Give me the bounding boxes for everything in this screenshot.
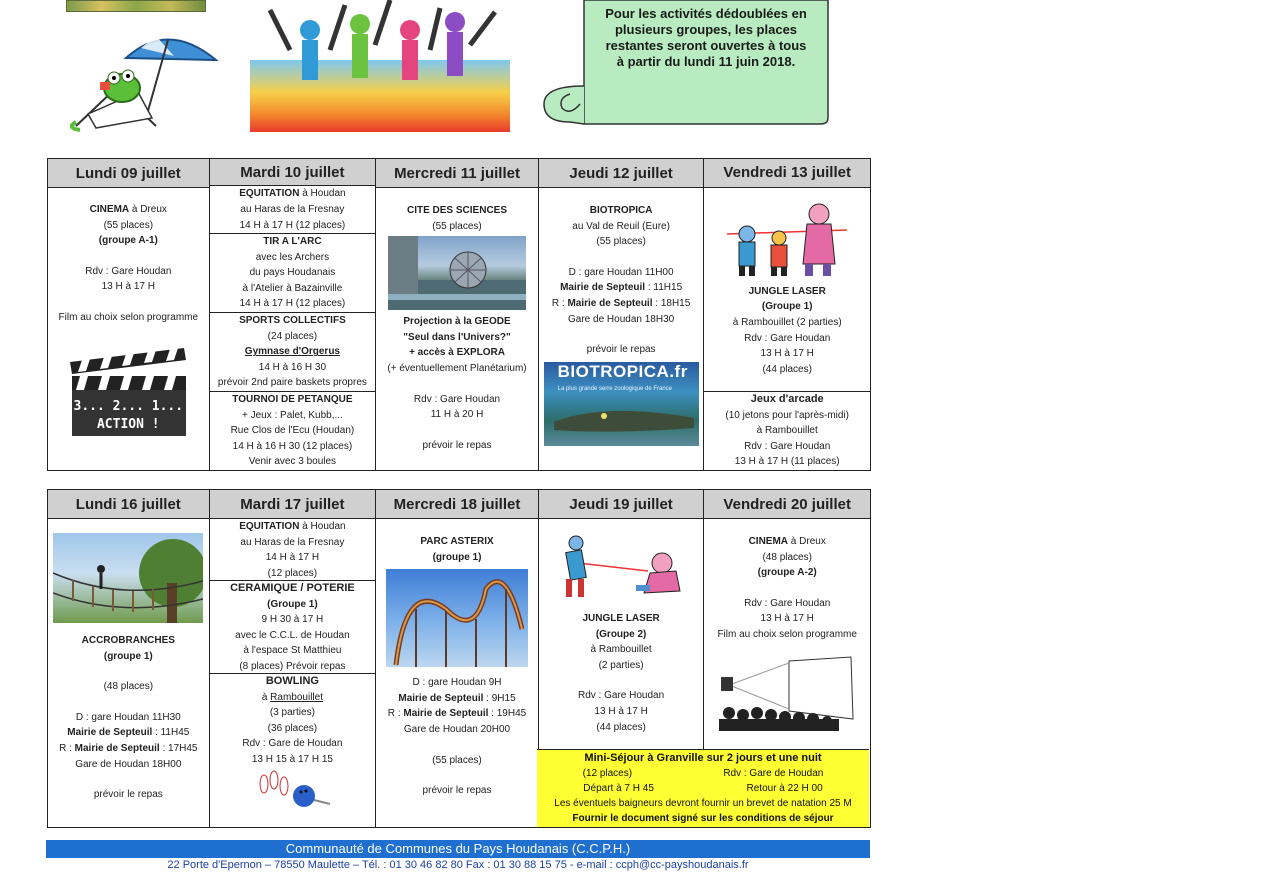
activity-archery (210, 233, 376, 312)
day-header: Vendredi 20 juillet (704, 490, 870, 519)
arrival: Gare de Houdan 18H30 (568, 313, 675, 325)
rollercoaster-photo (386, 569, 528, 667)
note-line: restantes seront ouvertes à tous (605, 38, 807, 53)
laser-duel-illustration (558, 527, 684, 607)
activity-jungle-laser (704, 188, 870, 391)
activity-detail: à l'Atelier à Bazainville (242, 282, 343, 294)
film-note: Film au choix selon programme (717, 628, 857, 640)
day-column-friday (703, 159, 870, 470)
group: (groupe A-1) (98, 235, 158, 247)
day-header: Mercredi 18 juillet (376, 490, 538, 519)
time-range: 11 H à 20 H (430, 409, 484, 421)
activity-detail: "Seul dans l'Univers?" (403, 331, 511, 343)
activity-detail: 14 H à 17 H (12 places) (239, 219, 346, 231)
activity-detail: 9 H 30 à 17 H (261, 614, 324, 626)
group: (groupe 1) (103, 650, 153, 662)
activity-location: à Dreux (129, 204, 167, 215)
activity-title: CINEMA (89, 204, 130, 215)
places: (55 places) (432, 220, 482, 232)
activity-detail: à Rambouillet (756, 425, 818, 437)
activity-cinema (704, 519, 870, 731)
activity-detail: à l'espace St Matthieu (243, 645, 342, 657)
activity-detail: Venir avec 3 boules (248, 456, 337, 468)
day-header: Lundi 09 juillet (48, 159, 209, 188)
day-column-wednesday (375, 490, 538, 827)
time-range: 13 H à 17 H (760, 348, 814, 360)
meal-note: prévoir le repas (586, 344, 656, 356)
activity-title: EQUITATION (239, 521, 300, 532)
footer-address: 22 Porte d'Epernon – 78550 Maulette – Tél. : 01 30 46 82 80 Fax : 01 30 88 15 75 - e-mail : ccph@cc-payshoudanais.fr (167, 859, 749, 871)
group: (Groupe 1) (267, 598, 318, 610)
activity-detail: 14 H à 17 H (265, 552, 320, 564)
stop-name: Mairie de Septeuil (567, 297, 653, 309)
party-crowd-illustration (250, 0, 510, 132)
flowers-photo (66, 0, 206, 12)
meal-note: prévoir le repas (422, 439, 492, 451)
stop-name: Mairie de Septeuil (67, 727, 153, 739)
geode-photo (388, 236, 526, 310)
group: (Groupe 2) (595, 628, 647, 640)
swim-requirement: Les éventuels baigneurs devront fournir un brevet de natation 25 M (554, 798, 852, 809)
activity-jungle-laser (539, 519, 704, 735)
clapperboard-text: 3... 2... 1... (73, 398, 184, 414)
activity-detail: Gymnase d'Orgerus (244, 346, 340, 358)
activity-title: BIOTROPICA (589, 205, 653, 216)
activity-detail: 14 H à 16 H 30 (258, 361, 327, 373)
activity-detail: au Haras de la Fresnay (240, 536, 345, 548)
scroll-note-text (590, 6, 822, 70)
meal-note: prévoir le repas (422, 785, 492, 797)
arrival: Gare de Houdan 20H00 (403, 723, 511, 735)
activity-petanque (210, 391, 376, 470)
activity-detail: (24 places) (267, 330, 318, 342)
places: (48 places) (762, 551, 812, 563)
activity-title: EQUITATION (239, 188, 300, 200)
activity-arcade (704, 391, 870, 470)
week-1-table (47, 158, 871, 471)
day-column-tuesday (209, 159, 376, 470)
activity-detail: du pays Houdanais (249, 267, 336, 279)
activity-detail: au Val de Reuil (Eure) (572, 220, 670, 232)
activity-detail: + accès à EXPLORA (409, 347, 505, 359)
departure: D : gare Houdan 11H30 (75, 711, 181, 723)
time-range: 13 H à 17 H (101, 281, 155, 293)
activity-title: PARC ASTERIX (420, 536, 494, 547)
meeting-point: Rdv : Gare Houdan (744, 597, 831, 609)
activity-detail: avec les Archers (255, 251, 330, 263)
cinema-audience-illustration (719, 655, 855, 731)
mini-sejour-title: Mini-Séjour à Granville sur 2 jours et une nuit (584, 752, 822, 764)
activity-detail: Projection à la GEODE (403, 316, 511, 328)
meeting-point: Rdv : Gare Houdan (744, 332, 831, 344)
day-column-monday (48, 159, 209, 470)
activity-bowling (210, 673, 376, 827)
day-header: Vendredi 13 juillet (704, 159, 870, 188)
places: (55 places) (103, 219, 154, 231)
day-header: Jeudi 19 juillet (539, 490, 704, 519)
day-column-monday (48, 490, 209, 827)
meeting-point: Rdv : Gare Houdan (85, 265, 172, 277)
stop-time: : 17H45 (159, 742, 198, 754)
day-column-thursday (538, 159, 704, 470)
meal-note: prévoir le repas (93, 789, 163, 801)
activity-title: JUNGLE LASER (748, 285, 826, 297)
frog-umbrella-illustration (56, 18, 226, 136)
biotropica-photo (544, 362, 699, 446)
activity-detail: (+ éventuellement Planétarium) (387, 362, 527, 374)
places: (48 places) (103, 681, 154, 693)
activity-parc-asterix (376, 519, 538, 799)
activity-detail: 14 H à 16 H 30 (12 places) (232, 440, 353, 452)
return-label: R : (387, 708, 404, 720)
activity-title: CITE DES SCIENCES (406, 205, 508, 216)
activity-title: CERAMIQUE / POTERIE (230, 582, 355, 594)
activity-detail: Rue Clos de l'Ecu (Houdan) (230, 425, 355, 437)
time-range: 13 H à 17 H (594, 705, 648, 717)
activity-ceramique (210, 580, 376, 673)
group: (Groupe 1) (761, 301, 813, 313)
activity-location: à Dreux (788, 536, 826, 547)
meeting-point: Rdv : Gare Houdan (578, 690, 665, 702)
stop-name: Mairie de Septeuil (560, 282, 646, 294)
group: (groupe 1) (432, 551, 482, 563)
activity-title: SPORTS COLLECTIFS (239, 315, 346, 327)
stop-name: Mairie de Septeuil (74, 742, 160, 754)
document-requirement: Fournir le document signé sur les conditions de séjour (572, 813, 834, 824)
return-label: R : (551, 297, 568, 309)
activity-equitation (210, 186, 376, 233)
stop-time: : 18H15 (652, 297, 691, 309)
activity-detail: à Rambouillet (590, 644, 652, 656)
activity-detail: (2 parties) (598, 659, 644, 671)
activity-title: CINEMA (748, 536, 789, 547)
activity-detail: avec le C.C.L. de Houdan (235, 629, 350, 641)
activity-biotropica (539, 188, 704, 450)
day-header: Lundi 16 juillet (48, 490, 209, 519)
time-range: 13 H 15 à 17 H 15 (251, 753, 333, 765)
note-line: plusieurs groupes, les places (614, 22, 798, 37)
activity-title: JUNGLE LASER (582, 613, 660, 624)
day-column-tuesday (209, 490, 376, 827)
activity-detail: + Jeux : Palet, Kubb,... (241, 409, 343, 421)
departure: D : gare Houdan 9H (412, 677, 502, 689)
activity-location: à Houdan (299, 188, 346, 200)
time-range: 13 H à 17 H (760, 613, 814, 625)
stop-time: : 19H45 (488, 708, 527, 720)
stop-time: : 11H45 (152, 727, 190, 739)
mini-sejour-box (537, 749, 869, 827)
departure: Départ à 7 H 45 (583, 783, 654, 794)
places: (55 places) (432, 754, 482, 766)
activity-detail: (8 places) Prévoir repas (239, 660, 346, 672)
activity-detail: 14 H à 17 H (12 places) (239, 298, 346, 310)
day-column-wednesday (375, 159, 538, 470)
activity-title: TIR A L'ARC (263, 236, 322, 248)
time-range: 13 H à 17 H (11 places) (734, 456, 840, 468)
activity-location: à Houdan (299, 521, 346, 532)
laser-players-illustration (727, 194, 847, 280)
biotropica-logo-text: BIOTROPICA.fr (557, 361, 688, 381)
activity-title: BOWLING (265, 675, 319, 687)
activity-team-sports (210, 312, 376, 391)
day-header: Mardi 10 juillet (210, 159, 376, 186)
group: (groupe A-2) (757, 567, 817, 579)
meeting-point: Rdv : Gare de Houdan (242, 738, 343, 750)
activity-equitation (210, 519, 376, 580)
arrival: Gare de Houdan 18H00 (75, 758, 182, 770)
accrobranches-photo (53, 533, 203, 623)
activity-detail: prévoir 2nd paire baskets propres (217, 377, 367, 389)
places: (44 places) (762, 363, 812, 375)
activity-detail: à Rambouillet (2 parties) (732, 317, 842, 329)
clapperboard-image (68, 346, 188, 438)
activity-title: ACCROBRANCHES (81, 635, 175, 646)
footer-organization-bar: Communauté de Communes du Pays Houdanais (C.C.P.H.) (46, 840, 870, 858)
activity-detail: au Haras de la Fresnay (240, 203, 345, 215)
bowling-illustration (252, 770, 332, 810)
note-line: à partir du lundi 11 juin 2018. (616, 54, 796, 69)
activity-accrobranches (48, 519, 209, 803)
day-header: Jeudi 12 juillet (539, 159, 704, 188)
meeting-point: Rdv : Gare Houdan (413, 393, 501, 405)
meeting-point: Rdv : Gare Houdan (744, 440, 831, 452)
activity-cinema (48, 188, 209, 326)
day-header: Mercredi 11 juillet (376, 159, 538, 188)
day-header: Mardi 17 juillet (210, 490, 376, 519)
meeting-point: Rdv : Gare de Houdan (723, 768, 824, 779)
stop-time: : 9H15 (483, 692, 516, 704)
activity-title: Jeux d'arcade (750, 393, 824, 406)
places: (44 places) (596, 721, 646, 733)
activity-title: TOURNOI DE PETANQUE (232, 394, 353, 406)
activity-detail: à (261, 691, 271, 703)
return-time: Retour à 22 H 00 (746, 783, 823, 794)
note-line: Pour les activités dédoublées en (605, 6, 807, 21)
places: (36 places) (267, 722, 318, 734)
return-label: R : (59, 742, 75, 754)
stop-name: Mairie de Septeuil (398, 692, 484, 704)
departure: D : gare Houdan 11H00 (568, 266, 674, 278)
activity-location: Rambouillet (270, 691, 323, 703)
activity-detail: (3 parties) (269, 707, 315, 719)
places: (12 places) (582, 768, 633, 779)
film-note: Film au choix selon programme (58, 311, 199, 323)
activity-detail: (12 places) (267, 567, 318, 579)
activity-cite-sciences (376, 188, 538, 453)
clapperboard-text: ACTION ! (96, 416, 160, 432)
stop-name: Mairie de Septeuil (403, 708, 489, 720)
places: (55 places) (596, 236, 646, 248)
activity-detail: (10 jetons pour l'après-midi) (725, 409, 850, 421)
biotropica-tagline: La plus grande serre zoologique de France (557, 385, 673, 392)
stop-time: : 11H15 (645, 282, 683, 294)
